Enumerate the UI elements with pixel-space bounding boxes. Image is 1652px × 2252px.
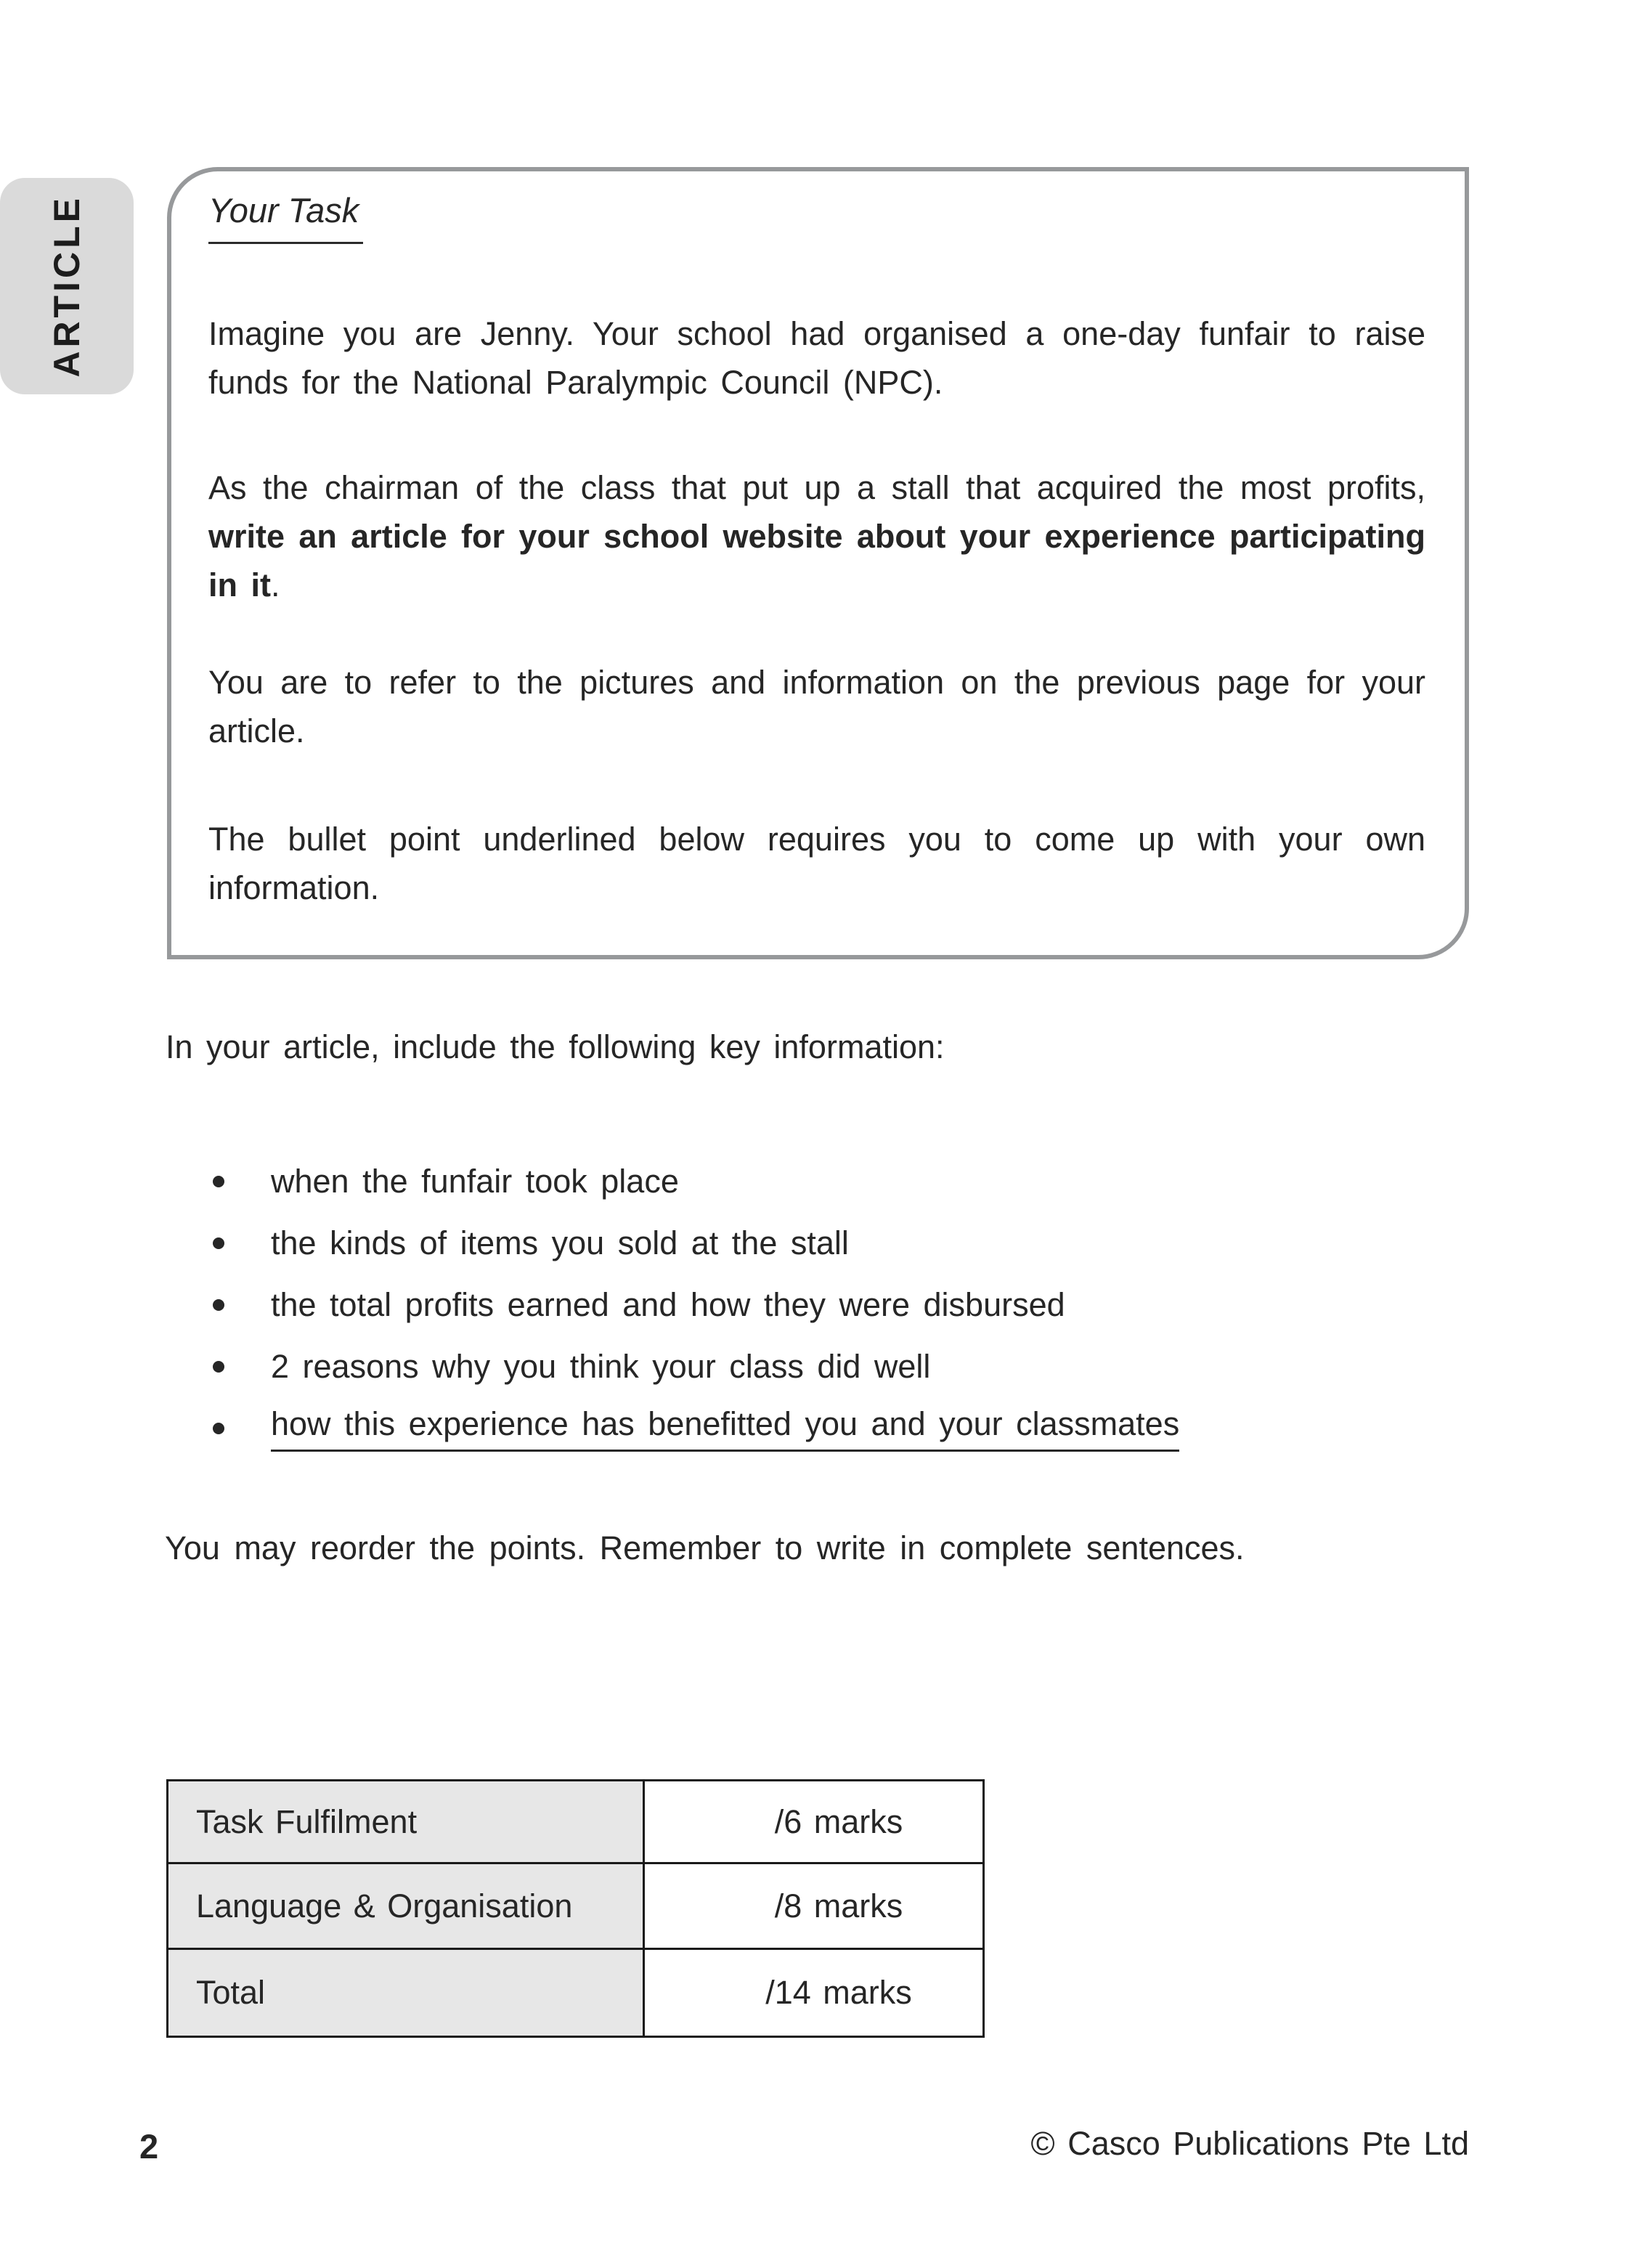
bullet-dot-icon: [213, 1176, 224, 1187]
marks-cell: /6 marks: [644, 1781, 984, 1863]
marks-cell: /14 marks: [644, 1949, 984, 2037]
task-paragraph-reference: You are to refer to the pictures and information on the previous page for your article.: [208, 664, 1425, 749]
task-heading: [208, 190, 363, 244]
reorder-note: You may reorder the points. Remember to write in complete sentences.: [165, 1529, 1245, 1566]
table-row: [168, 1863, 984, 1949]
page-number: 2: [139, 2127, 159, 2166]
task-paragraph-instruction: [208, 463, 1425, 609]
criterion-cell: Language & Organisation: [168, 1863, 644, 1949]
bullet-text: when the funfair took place: [271, 1162, 679, 1200]
bullet-text: the total profits earned and how they were disbursed: [271, 1285, 1065, 1323]
list-item: [213, 1336, 1447, 1397]
bullet-text-underlined: how this experience has benefitted you and your classmates: [271, 1405, 1179, 1452]
list-item: [213, 1150, 1447, 1212]
marks-table: [166, 1779, 985, 2038]
bullet-text: 2 reasons why you think your class did well: [271, 1347, 931, 1385]
bullet-dot-icon: [213, 1361, 224, 1373]
list-item: [213, 1274, 1447, 1336]
bullet-text: the kinds of items you sold at the stall: [271, 1224, 849, 1261]
instruction-normal-text: As the chairman of the class that put up a stall that acquired the most profits,: [208, 469, 1425, 506]
copyright-notice: © Casco Publications Pte Ltd: [1030, 2125, 1469, 2162]
key-info-intro: In your article, include the following key information:: [166, 1028, 945, 1065]
criterion-cell: Task Fulfilment: [168, 1781, 644, 1863]
bullet-dot-icon: [213, 1299, 224, 1311]
table-row: [168, 1949, 984, 2037]
task-paragraph-underline-note: The bullet point underlined below requires you to come up with your own information.: [208, 821, 1425, 906]
criterion-cell: Total: [168, 1949, 644, 2037]
marks-cell: /8 marks: [644, 1863, 984, 1949]
key-info-bullet-list: [213, 1150, 1447, 1459]
task-paragraph-scenario: Imagine you are Jenny. Your school had organised a one-day funfair to raise funds for the National Paralympic Council (NPC).: [208, 315, 1425, 401]
instruction-period: .: [270, 566, 280, 603]
table-row: [168, 1781, 984, 1863]
section-tab-label: ARTICLE: [46, 195, 87, 378]
instruction-bold-text: write an article for your school website about your experience participating in it: [208, 518, 1425, 603]
list-item: [213, 1212, 1447, 1274]
task-heading-text: Your Task: [208, 190, 363, 244]
list-item: [213, 1397, 1447, 1459]
section-tab-article: [0, 178, 134, 394]
bullet-dot-icon: [213, 1237, 224, 1249]
bullet-dot-icon: [213, 1423, 224, 1434]
